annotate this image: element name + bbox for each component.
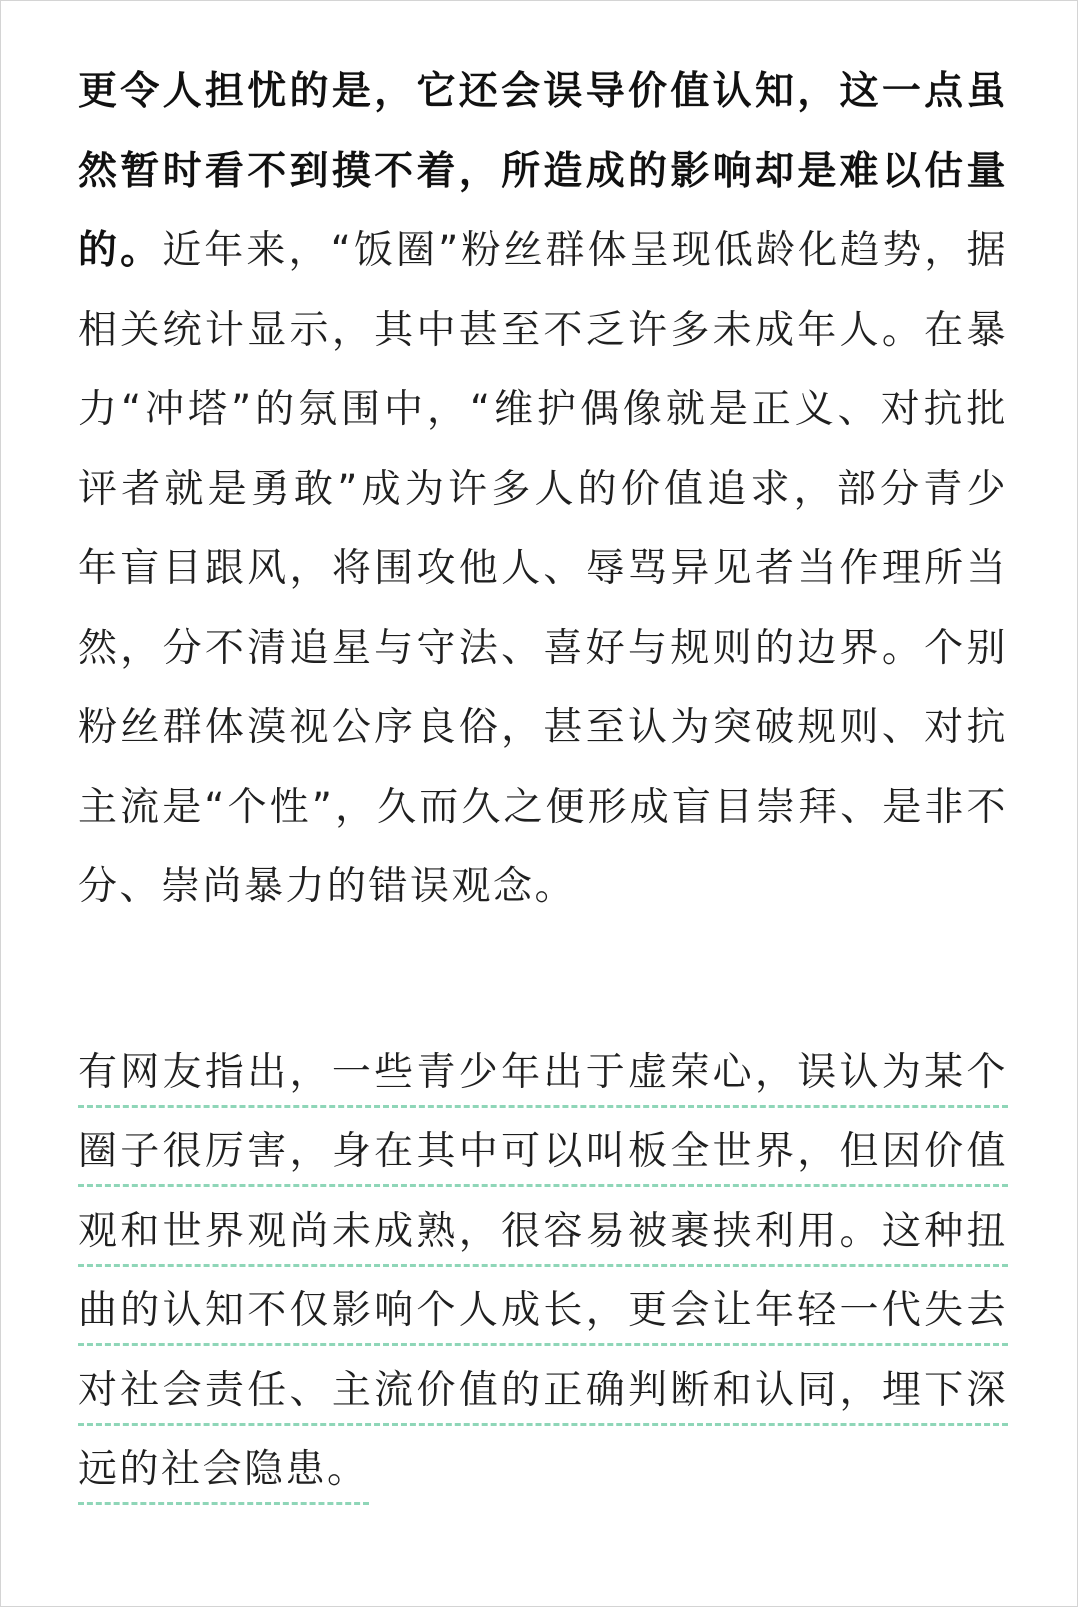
paragraph-1-bold-lead: 更令人担忧的是，它还会误导价值认知，这一点虽然暂时看不到摸不着，所造成的影响却是难以估量的。 [78,69,1008,273]
paragraph-1-body: 近年来，“饭圈”粉丝群体呈现低龄化趋势，据相关统计显示，其中甚至不乏许多未成年人。在暴力“冲塔”的氛围中，“维护偶像就是正义、对抗批评者就是勇敢”成为许多人的价值追求，部分青少年盲目跟风，将围攻他人、辱骂异见者当作理所当然，分不清追星与守法、喜好与规则的边界。个别粉丝群体漠视公序良俗，甚至认为突破规则、对抗主流是“个性”，久而久之便形成盲目崇拜、是非不分、崇尚暴力的错误观念。 [78,228,1008,909]
paragraph-2 [78,1033,1008,1510]
paragraph-2-highlighted-text[interactable]: 有网友指出，一些青少年出于虚荣心，误认为某个圈子很厉害，身在其中可以叫板全世界，但因价值观和世界观尚未成熟，很容易被裹挟利用。这种扭曲的认知不仅影响个人成长，更会让年轻一代失去对社会责任、主流价值的正确判断和认同，埋下深远的社会隐患。 [78,1050,1008,1506]
paragraph-1 [78,52,1008,927]
paragraph-gap [78,927,1008,1033]
article-body [78,52,1008,1510]
